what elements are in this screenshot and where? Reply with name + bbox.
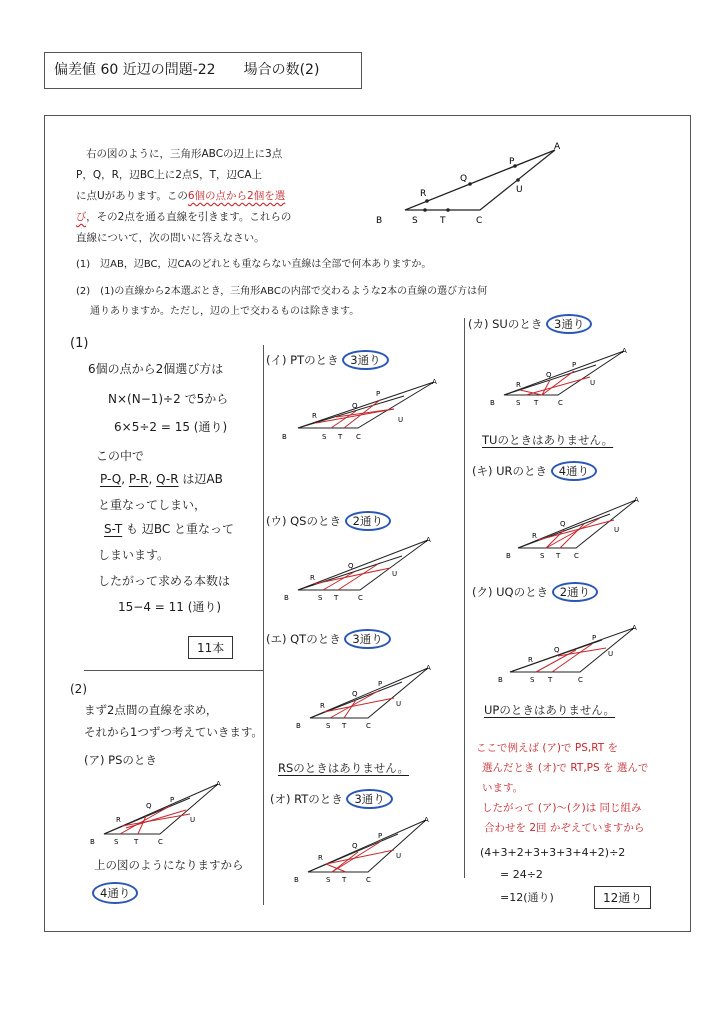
figure-qt	[290, 660, 440, 730]
sol1-line-4: この中で	[96, 449, 145, 463]
svg-text:R: R	[528, 656, 533, 664]
figure-ur	[504, 494, 644, 560]
sol2-head: (2)	[70, 682, 87, 696]
svg-text:T: T	[534, 399, 539, 407]
svg-text:Q: Q	[146, 802, 152, 810]
point-u	[516, 178, 520, 182]
case-ka	[468, 316, 592, 332]
sol1-line-6: と重なってしまい，	[98, 498, 207, 512]
red-note-4: したがって (ア)〜(ク)は 同じ組み	[482, 802, 642, 814]
svg-text:P: P	[378, 832, 383, 840]
figure-rt	[290, 812, 440, 884]
red-note-3: います。	[482, 782, 524, 794]
label-p: P	[509, 157, 515, 167]
point-r	[425, 199, 429, 203]
svg-text:T: T	[134, 838, 139, 846]
case-o-label: (オ) RTのとき	[270, 792, 343, 806]
question-1: (1) 辺AB，辺BC，辺CAのどれとも重ならない直線は全部で何本ありますか。	[76, 259, 432, 270]
svg-text:A: A	[424, 816, 429, 824]
calc-line-1: (4+3+2+3+3+3+4+2)÷2	[480, 846, 626, 859]
svg-text:S: S	[326, 722, 331, 730]
svg-text:U: U	[190, 816, 196, 824]
case-ka-label: (カ) SUのとき	[468, 317, 543, 331]
svg-text:R: R	[516, 381, 521, 389]
red-note-1: ここで例えば (ア)で PS,RT を	[476, 742, 618, 754]
svg-text:S: S	[326, 876, 331, 884]
case-i-count: 3通り	[342, 350, 388, 370]
up-note: UPのときはありません。	[484, 703, 616, 717]
svg-text:U: U	[614, 526, 620, 534]
svg-text:R: R	[532, 532, 537, 540]
svg-text:S: S	[318, 594, 323, 602]
point-s	[423, 208, 427, 212]
label-q: Q	[460, 174, 468, 184]
svg-text:S: S	[322, 433, 327, 441]
svg-text:U: U	[608, 650, 614, 658]
question-2-line-2: 通りありますか。ただし，辺の上で交わるものは除きます。	[90, 306, 360, 317]
case-ku-count: 2通り	[552, 582, 598, 602]
svg-text:B: B	[294, 876, 299, 884]
sol1-line-8: しまいます。	[98, 548, 170, 562]
svg-text:S: S	[114, 838, 119, 846]
figure-qs	[278, 532, 438, 602]
figure-su	[486, 345, 636, 407]
label-u: U	[516, 185, 523, 195]
svg-text:C: C	[366, 876, 371, 884]
svg-text:A: A	[432, 378, 437, 386]
svg-text:T: T	[338, 433, 343, 441]
svg-text:C: C	[574, 552, 579, 560]
svg-text:C: C	[358, 594, 363, 602]
divider-horizontal	[84, 670, 264, 671]
problem-line-4-post: ，その2点を通る直線を引きます。これらの	[86, 211, 292, 223]
rs-note: RSのときはありません。	[278, 761, 409, 775]
svg-text:T: T	[334, 594, 339, 602]
svg-text:B: B	[490, 399, 495, 407]
svg-text:R: R	[310, 574, 315, 582]
svg-text:Q: Q	[546, 371, 552, 379]
problem-line-4-highlight: び	[76, 211, 87, 223]
svg-text:A: A	[634, 496, 639, 504]
divider-right	[464, 318, 465, 878]
label-r: R	[420, 189, 427, 199]
svg-text:U: U	[396, 852, 402, 860]
case-o	[270, 791, 393, 807]
svg-text:A: A	[622, 347, 627, 355]
svg-text:P: P	[378, 680, 383, 688]
svg-text:A: A	[426, 536, 431, 544]
sol2-line-1: まず2点間の直線を求め，	[84, 703, 218, 717]
label-a: A	[554, 142, 561, 152]
svg-text:U: U	[398, 416, 404, 424]
svg-text:C: C	[558, 399, 563, 407]
svg-text:R: R	[318, 854, 323, 862]
svg-text:T: T	[556, 552, 561, 560]
svg-text:P: P	[572, 361, 577, 369]
svg-text:R: R	[116, 816, 121, 824]
problem-figure	[370, 140, 570, 230]
page-title: 偏差値 60 近辺の問題-22 場合の数(2)	[44, 52, 362, 89]
case-ki	[472, 463, 597, 479]
case-ki-label: (キ) URのとき	[472, 464, 548, 478]
problem-line-4	[76, 207, 291, 228]
tu-note: TUのときはありません。	[482, 433, 614, 447]
svg-text:Q: Q	[352, 690, 358, 698]
svg-text:C: C	[578, 676, 583, 684]
svg-text:Q: Q	[352, 402, 358, 410]
case-e-label: (エ) QTのとき	[266, 632, 341, 646]
svg-text:P: P	[170, 796, 175, 804]
svg-text:B: B	[296, 722, 301, 730]
svg-text:U: U	[392, 570, 398, 578]
svg-text:T: T	[342, 876, 347, 884]
case-ka-count: 3通り	[546, 314, 592, 334]
case-u	[266, 513, 391, 529]
case-a-label: (ア) PSのとき	[84, 753, 157, 767]
segment-st: S-T	[104, 522, 123, 536]
figure-pt	[276, 376, 446, 442]
sol1-line-10: 15−4 = 11 (通り)	[118, 600, 222, 614]
divider-left	[263, 345, 264, 905]
svg-text:C: C	[158, 838, 163, 846]
problem-line-2: P，Q，R，辺BC上に2点S，T，辺CA上	[76, 169, 263, 181]
svg-text:S: S	[540, 552, 545, 560]
label-c: C	[476, 216, 483, 226]
case-i	[266, 352, 389, 368]
svg-text:T: T	[342, 722, 347, 730]
svg-text:R: R	[312, 412, 317, 420]
svg-text:Q: Q	[352, 842, 358, 850]
problem-line-5: 直線について，次の問いに答えなさい。	[76, 232, 265, 244]
sol2-line-2: それから1つずつ考えていきます。	[84, 725, 263, 739]
svg-text:B: B	[284, 594, 289, 602]
red-note-5: 合わせを 2回 かぞえていますから	[484, 822, 645, 834]
case-u-count: 2通り	[345, 511, 391, 531]
case-u-label: (ウ) QSのとき	[266, 514, 341, 528]
label-b: B	[376, 216, 383, 226]
problem-line-3-pre: に点Uがあります。この	[76, 190, 188, 202]
svg-text:A: A	[216, 780, 221, 788]
svg-text:B: B	[282, 433, 287, 441]
svg-text:U: U	[396, 700, 402, 708]
svg-text:A: A	[632, 624, 637, 632]
svg-text:P: P	[376, 390, 381, 398]
svg-text:B: B	[506, 552, 511, 560]
sol1-head: (1)	[70, 336, 89, 351]
question-2-line-1: (2) (1)の直線から2本選ぶとき，三角形ABCの内部で交わるような2本の直線の選び方は何	[76, 286, 488, 297]
red-note-2: 選んだとき (オ)で RT,PS を 選んで	[482, 762, 649, 774]
sol1-line-5: P-Q, P-R, Q-R は辺AB	[100, 472, 223, 486]
sol1-line-1: 6個の点から2個選び方は	[88, 362, 224, 376]
case-a-note: 上の図のようになりますから	[94, 858, 244, 872]
svg-text:U: U	[590, 379, 596, 387]
label-t: T	[440, 216, 446, 226]
case-e	[266, 631, 391, 647]
svg-text:Q: Q	[348, 562, 354, 570]
sol1-line-5-tail: は辺AB	[182, 472, 223, 486]
svg-text:P: P	[592, 634, 597, 642]
segment-pq: P-Q	[100, 472, 122, 486]
problem-line-3-highlight: 6個の点から2個を選	[187, 190, 286, 202]
case-i-label: (イ) PTのとき	[266, 353, 339, 367]
svg-text:Q: Q	[554, 646, 560, 654]
calc-line-3: =12(通り)	[500, 891, 554, 904]
svg-text:Q: Q	[560, 520, 566, 528]
svg-text:B: B	[498, 676, 503, 684]
case-ku	[472, 584, 598, 600]
case-ku-label: (ク) UQのとき	[472, 585, 549, 599]
svg-text:A: A	[426, 664, 431, 672]
segment-qr: Q-R	[156, 472, 179, 486]
problem-line-3	[76, 186, 285, 207]
svg-text:C: C	[356, 433, 361, 441]
label-s: S	[412, 216, 418, 226]
sol1-line-3: 6×5÷2 = 15 (通り)	[114, 420, 228, 434]
sol1-line-7-tail: も 辺BC と重なって	[126, 522, 235, 536]
segment-pr: P-R	[128, 472, 149, 486]
svg-text:B: B	[90, 838, 95, 846]
svg-text:R: R	[320, 702, 325, 710]
sol1-line-7	[104, 520, 234, 537]
point-t	[446, 208, 450, 212]
problem-line-1: 右の図のように，三角形ABCの辺上に3点	[86, 148, 283, 160]
figure-ps	[86, 776, 226, 846]
case-a-count: 4通り	[92, 882, 138, 904]
case-e-count: 3通り	[344, 629, 390, 649]
sol1-answer-box: 11本	[188, 636, 233, 659]
calc-line-2: = 24÷2	[500, 868, 543, 881]
case-ki-count: 4通り	[551, 461, 597, 481]
sol1-line-2: N×(N−1)÷2 で5から	[108, 392, 229, 406]
svg-text:S: S	[516, 399, 521, 407]
svg-text:T: T	[548, 676, 553, 684]
case-o-count: 3通り	[346, 789, 392, 809]
figure-uq	[496, 622, 642, 686]
point-q	[468, 182, 472, 186]
sol1-line-9: したがって求める本数は	[98, 574, 231, 588]
svg-text:S: S	[530, 676, 535, 684]
sol2-answer-box: 12通り	[594, 886, 651, 909]
svg-text:C: C	[366, 722, 371, 730]
